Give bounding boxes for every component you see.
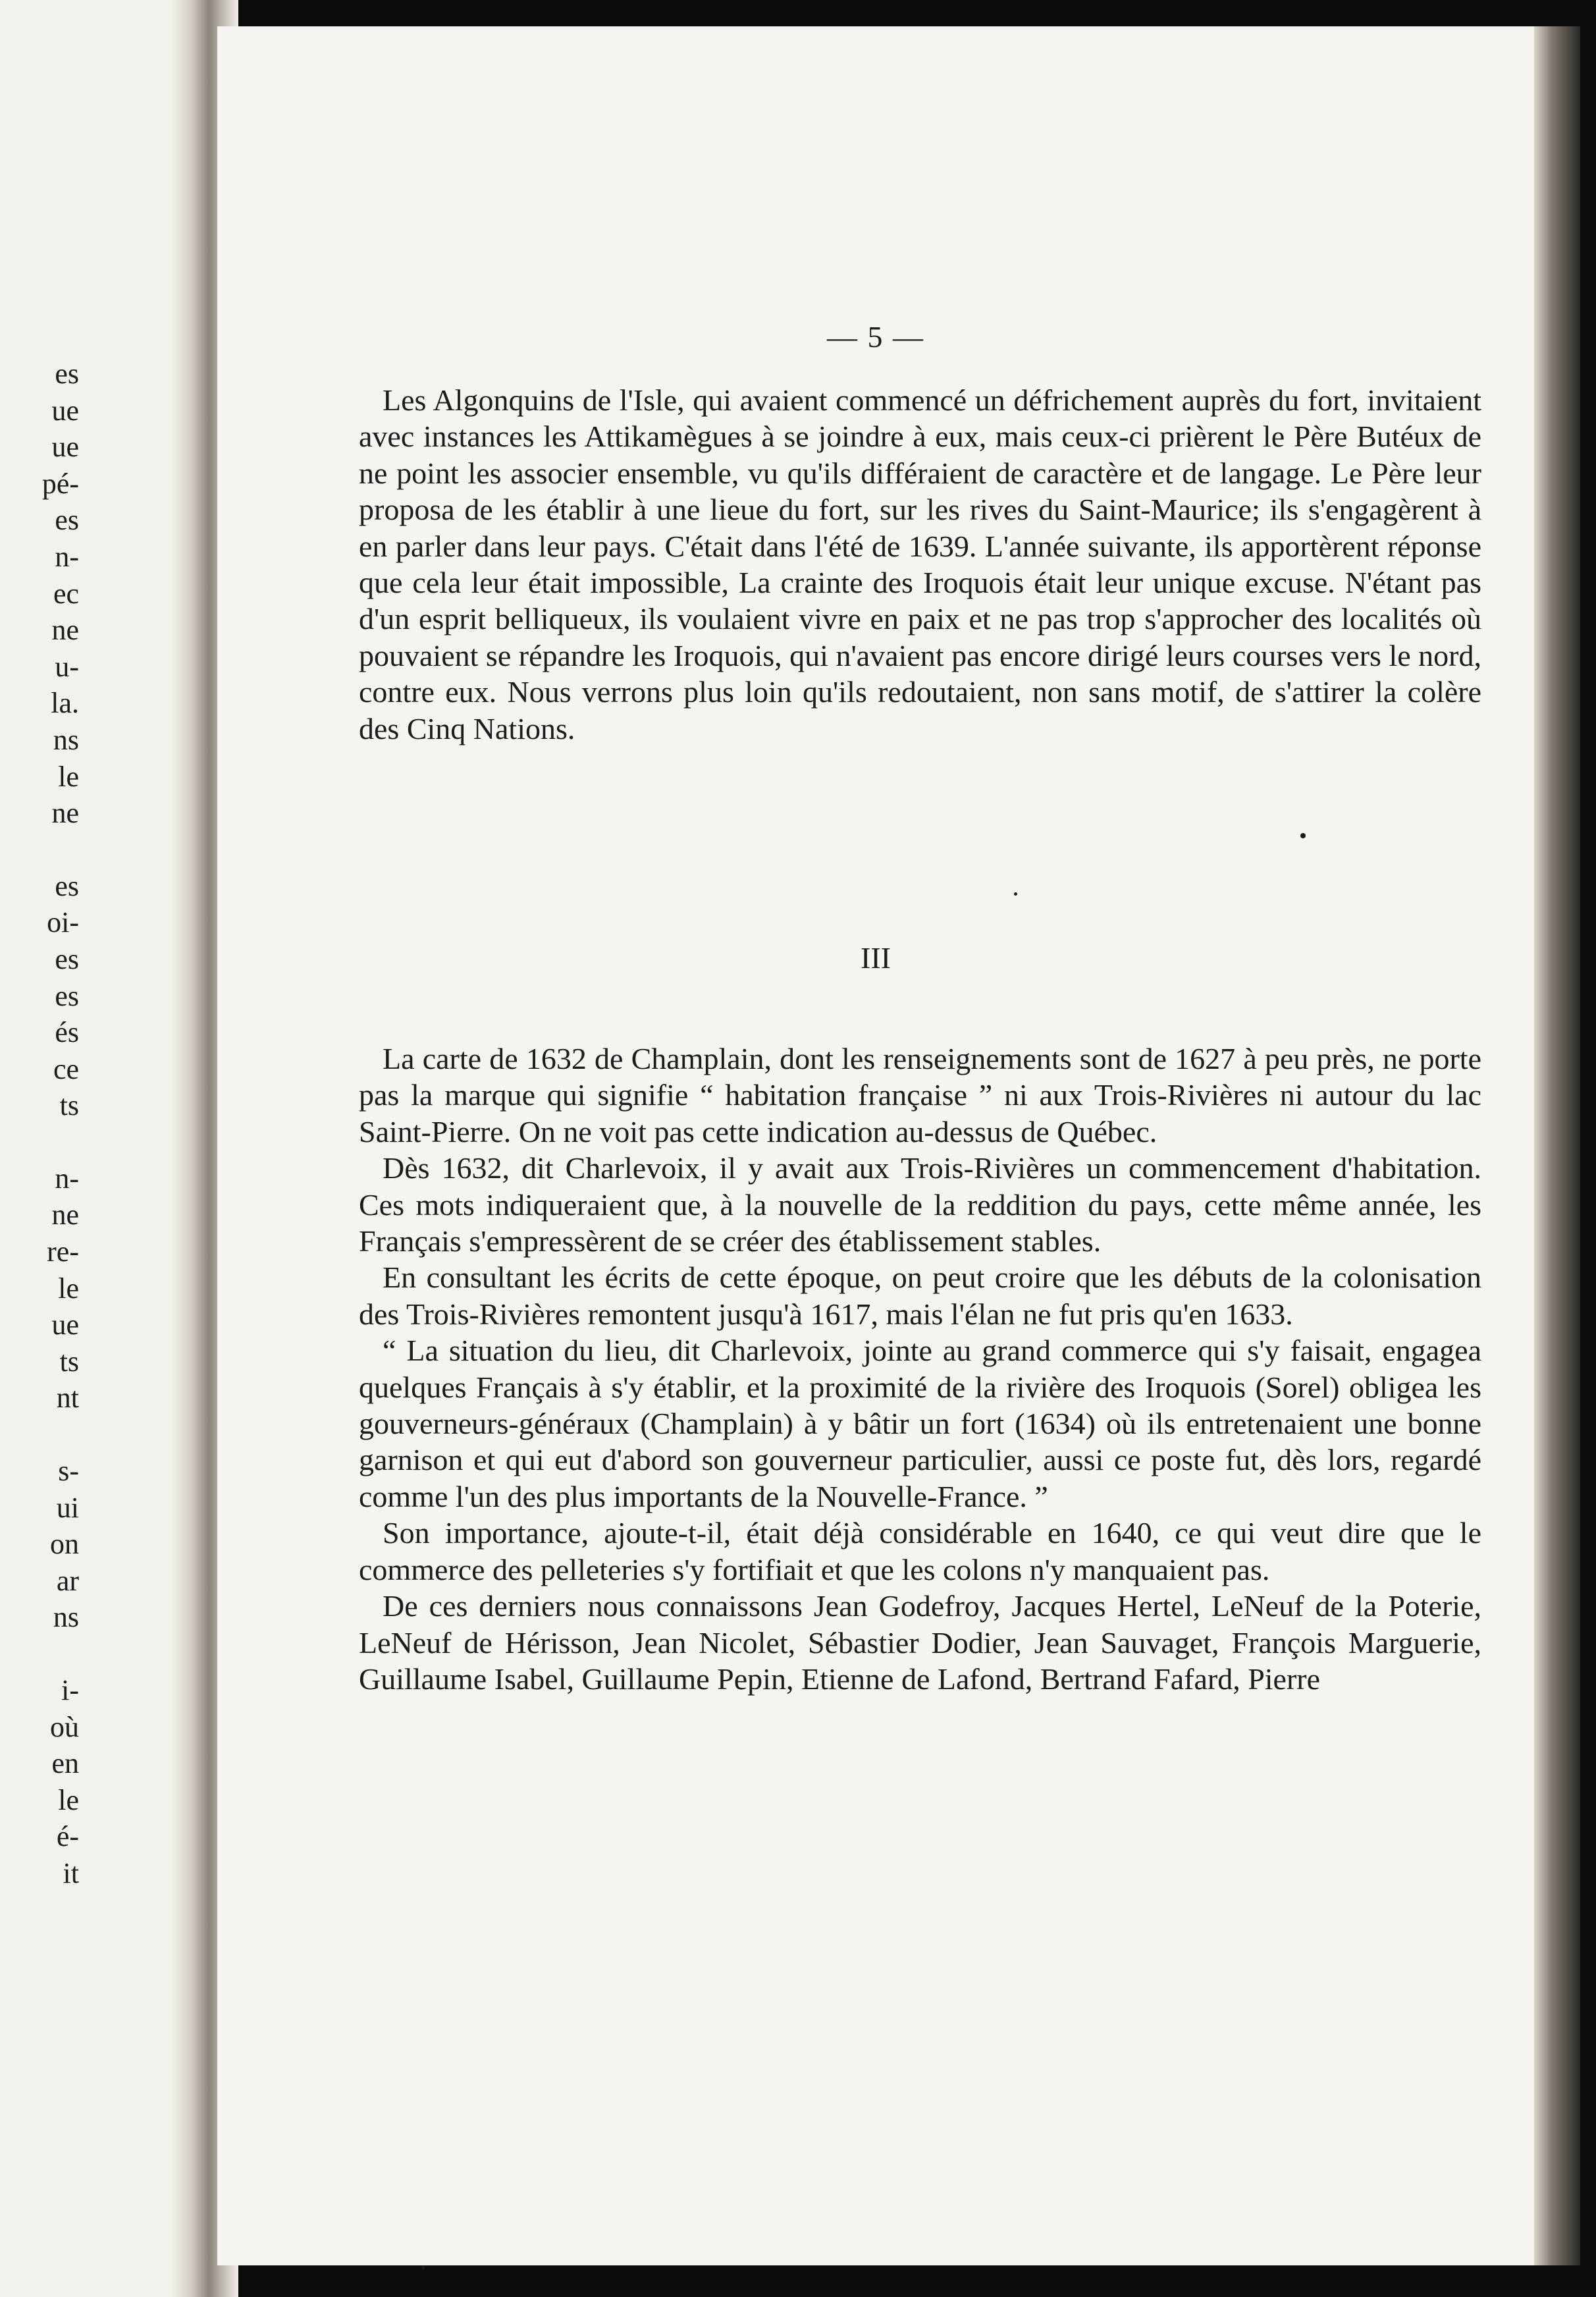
left-fragment: ue [51, 431, 79, 464]
left-fragment: en [51, 1747, 79, 1780]
left-fragment: le [58, 1783, 79, 1816]
paragraph: De ces derniers nous connaissons Jean Godefroy, Jacques Hertel, LeNeuf de la Poterie, LeNeuf de Hérisson, Jean Nicolet, Sébastier Dodier, Jean Sauvaget, François Marguerie, Guillaume Isabel, Guillaume Pepin, Etienne de Lafond, Bertrand Fafard, Pierre [359, 1589, 1481, 1696]
left-fragment: es [55, 358, 79, 390]
left-fragment: es [55, 504, 79, 537]
left-fragment: ts [59, 1345, 79, 1378]
left-fragment: ne [51, 1199, 79, 1231]
left-fragment: n- [55, 1162, 79, 1195]
left-fragment: ns [53, 723, 79, 756]
book-page [217, 26, 1534, 2265]
text-block-bottom [359, 1040, 1481, 1697]
paragraph: Dès 1632, dit Charlevoix, il y avait aux Trois-Rivières un commencement d'habitation. Ces mots indiqueraient que, à la nouvelle de la reddition du pays, cette même année, les Français s'empressèrent de se créer des établissement stables. [359, 1151, 1481, 1258]
left-fragment: ne [51, 797, 79, 830]
left-fragment: n- [55, 540, 79, 573]
left-fragment: u- [55, 650, 79, 683]
left-fragment: re- [47, 1235, 79, 1268]
left-fragment: oi- [47, 906, 79, 939]
left-fragment: le [58, 760, 79, 793]
left-fragment: ui [56, 1491, 79, 1524]
paragraph: Les Algonquins de l'Isle, qui avaient commencé un défrichement auprès du fort, invitaient avec instances les Attikamègues à se joindre à eux, mais ceux-ci prièrent le Père Butéux de ne point les associer ensemble, vu qu'ils différaient de caractère et de langage. Le Père leur proposa de les établir à une lieue du fort, sur les rives du Saint-Maurice; ils s'engagèrent à en parler dans leur pays. C'était dans l'été de 1639. L'année suivante, ils apportèrent réponse que cela leur était impossible, La crainte des Iroquois était leur unique excuse. N'étant pas d'un esprit belliqueux, ils voulaient vivre en paix et ne pas trop s'approcher des localités où pouvaient se répandre les Iroquois, qui n'avaient pas encore dirigé leurs courses vers le nord, contre eux. Nous verrons plus loin qu'ils redoutaient, non sans motif, de s'attirer la colère des Cinq Nations. [359, 383, 1481, 745]
left-fragment: es [55, 979, 79, 1012]
left-fragment: où [50, 1710, 79, 1743]
left-fragment: i- [61, 1674, 79, 1706]
left-fragment: ns [53, 1601, 79, 1634]
left-fragment: nt [56, 1382, 79, 1415]
page-edge-shadow [1534, 26, 1580, 2265]
left-fragment: ar [56, 1564, 79, 1597]
left-fragment: és [55, 1016, 79, 1049]
left-fragment: ne [51, 614, 79, 647]
left-fragment: pé- [41, 467, 79, 500]
paragraph: En consultant les écrits de cette époque, on peut croire que les débuts de la colonisation des Trois-Rivières remontent jusqu'à 1617, mais l'élan ne fut pris qu'en 1633. [359, 1260, 1481, 1331]
left-fragment: on [50, 1528, 79, 1561]
scan-speck [421, 2265, 425, 2269]
paragraph: La carte de 1632 de Champlain, dont les renseignements sont de 1627 à peu près, ne porte pas la marque qui signifie “ habitation française ” ni aux Trois-Rivières ni autour du lac Saint-Pierre. On ne voit pas cette indication au-dessus de Québec. [359, 1042, 1481, 1148]
left-fragment: la. [51, 687, 79, 720]
left-fragment: le [58, 1272, 79, 1305]
left-fragment: ce [53, 1052, 79, 1085]
left-fragment: it [63, 1856, 79, 1889]
left-fragment: ue [51, 1309, 79, 1341]
left-fragment: ue [51, 394, 79, 427]
left-fragment: ec [53, 577, 79, 610]
left-fragment: ts [59, 1089, 79, 1122]
section-heading: III [861, 941, 891, 975]
left-page-text-fragments [0, 356, 79, 1892]
left-page-strip [0, 0, 191, 2297]
page-number: — 5 — [827, 320, 924, 354]
scan-speck [1300, 833, 1306, 838]
paragraph: “ La situation du lieu, dit Charlevoix, jointe au grand commerce qui s'y faisait, engagea quelques Français à s'y établir, et la proximité de la rivière des Iroquois (Sorel) obligea les gouverneurs-généraux (Champlain) à y bâtir un fort (1634) où ils entretenaient une bonne garnison et qui eut d'abord son gouverneur particulier, aussi ce poste fut, dès lors, regardé comme l'un des plus importants de la Nouvelle-France. ” [359, 1334, 1481, 1513]
left-fragment: es [55, 869, 79, 902]
scan-speck [1014, 892, 1017, 896]
paragraph: Son importance, ajoute-t-il, était déjà considérable en 1640, ce qui veut dire que le commerce des pelleteries s'y fortifiait et que les colons n'y manquaient pas. [359, 1516, 1481, 1586]
text-block-top [359, 382, 1481, 747]
left-fragment: s- [58, 1455, 79, 1488]
left-fragment: es [55, 942, 79, 975]
left-fragment: é- [56, 1820, 79, 1853]
